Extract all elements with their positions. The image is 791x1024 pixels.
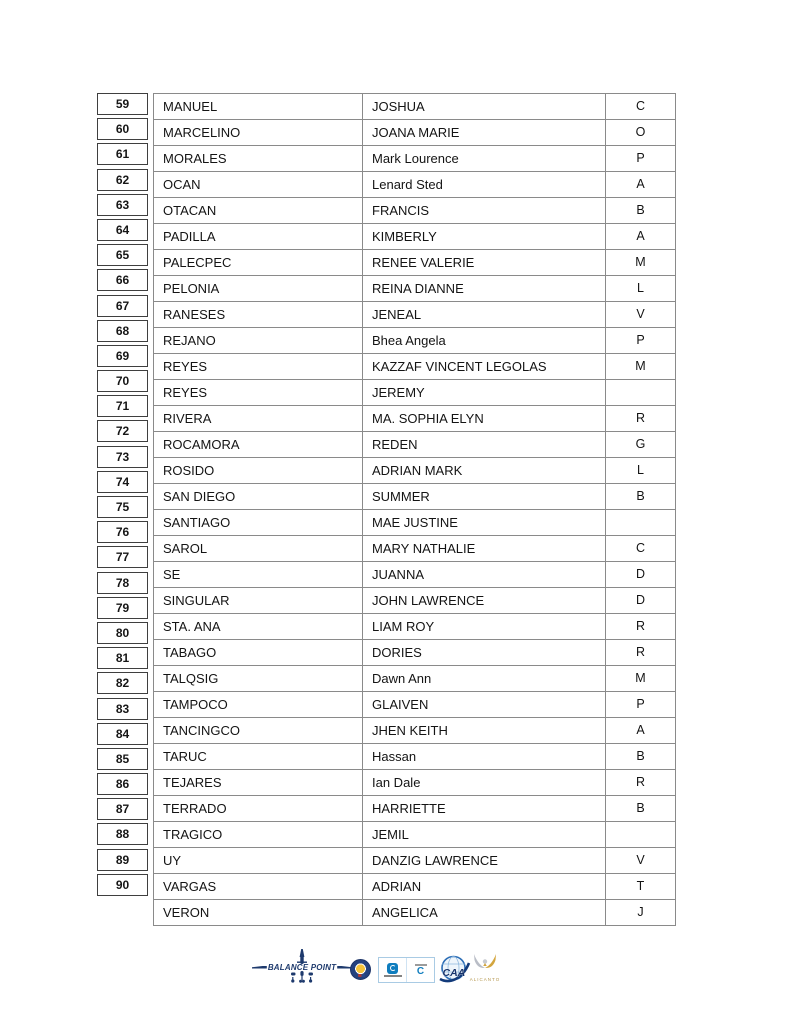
row-number-cell: 84 [97, 723, 148, 745]
last-name-cell: TERRADO [154, 796, 363, 822]
row-number-cell: 85 [97, 748, 148, 770]
last-name-cell: SINGULAR [154, 588, 363, 614]
row-number-column [97, 93, 148, 896]
row-number-cell: 59 [97, 93, 148, 115]
first-name-cell: LIAM ROY [363, 614, 606, 640]
first-name-cell: JEMIL [363, 822, 606, 848]
iso-mark-icon [406, 958, 434, 982]
last-name-cell: VARGAS [154, 874, 363, 900]
last-name-cell: MORALES [154, 146, 363, 172]
cert-small-text [384, 975, 402, 978]
row-number-cell: 68 [97, 320, 148, 342]
first-name-cell: ADRIAN [363, 874, 606, 900]
row-number-cell: 67 [97, 295, 148, 317]
middle-initial-cell: G [606, 432, 676, 458]
last-name-cell: ROCAMORA [154, 432, 363, 458]
row-number-cell: 69 [97, 345, 148, 367]
table-row [154, 692, 676, 718]
middle-initial-cell [606, 380, 676, 406]
last-name-cell: MARCELINO [154, 120, 363, 146]
last-name-cell: STA. ANA [154, 614, 363, 640]
first-name-cell: JOHN LAWRENCE [363, 588, 606, 614]
middle-initial-cell: V [606, 848, 676, 874]
alicanto-bird-icon [470, 953, 500, 977]
middle-initial-cell [606, 510, 676, 536]
airplane-landing-gear-icon [282, 971, 322, 983]
row-number-cell: 86 [97, 773, 148, 795]
last-name-cell: RIVERA [154, 406, 363, 432]
middle-initial-cell: A [606, 172, 676, 198]
first-name-cell: Lenard Sted [363, 172, 606, 198]
middle-initial-cell: A [606, 718, 676, 744]
last-name-cell: PALECPEC [154, 250, 363, 276]
last-name-cell: MANUEL [154, 94, 363, 120]
row-number-cell: 72 [97, 420, 148, 442]
cert-c-glyph: C [416, 966, 425, 977]
first-name-cell: Mark Lourence [363, 146, 606, 172]
row-number-cell: 64 [97, 219, 148, 241]
table-row [154, 198, 676, 224]
middle-initial-cell: R [606, 614, 676, 640]
table-row [154, 822, 676, 848]
last-name-cell: SE [154, 562, 363, 588]
first-name-cell: GLAIVEN [363, 692, 606, 718]
table-row [154, 354, 676, 380]
row-number-cell: 75 [97, 496, 148, 518]
first-name-cell: REINA DIANNE [363, 276, 606, 302]
row-number-cell: 77 [97, 546, 148, 568]
table-row [154, 224, 676, 250]
caa-label: CAA [442, 967, 466, 979]
socotec-mark-icon [379, 958, 406, 982]
first-name-cell: JUANNA [363, 562, 606, 588]
row-number-cell: 70 [97, 370, 148, 392]
table-row [154, 536, 676, 562]
first-name-cell: Dawn Ann [363, 666, 606, 692]
footer-logos [0, 946, 791, 998]
table-row [154, 900, 676, 926]
table-row [154, 640, 676, 666]
row-number-cell: 80 [97, 622, 148, 644]
table-row [154, 432, 676, 458]
first-name-cell: KIMBERLY [363, 224, 606, 250]
row-number-cell: 82 [97, 672, 148, 694]
row-number-cell: 62 [97, 169, 148, 191]
philippine-seal-logo [350, 959, 371, 980]
first-name-cell: DORIES [363, 640, 606, 666]
first-name-cell: Ian Dale [363, 770, 606, 796]
row-number-cell: 89 [97, 849, 148, 871]
last-name-cell: TAMPOCO [154, 692, 363, 718]
table-row [154, 328, 676, 354]
last-name-cell: TALQSIG [154, 666, 363, 692]
table-row [154, 848, 676, 874]
last-name-cell: REYES [154, 354, 363, 380]
last-name-cell: TABAGO [154, 640, 363, 666]
roster-table [153, 93, 676, 926]
middle-initial-cell: R [606, 770, 676, 796]
row-number-cell: 61 [97, 143, 148, 165]
first-name-cell: RENEE VALERIE [363, 250, 606, 276]
table-row [154, 588, 676, 614]
table-row [154, 796, 676, 822]
table-row [154, 94, 676, 120]
airplane-left-wing-icon [252, 966, 267, 969]
middle-initial-cell: O [606, 120, 676, 146]
last-name-cell: UY [154, 848, 363, 874]
table-row [154, 302, 676, 328]
alicanto-bird-logo [467, 953, 503, 991]
row-number-cell: 90 [97, 874, 148, 896]
last-name-cell: TRAGICO [154, 822, 363, 848]
table-row [154, 666, 676, 692]
middle-initial-cell: M [606, 354, 676, 380]
row-number-cell: 87 [97, 798, 148, 820]
balance-point-airplane-logo [261, 949, 343, 991]
last-name-cell: VERON [154, 900, 363, 926]
first-name-cell: SUMMER [363, 484, 606, 510]
first-name-cell: FRANCIS [363, 198, 606, 224]
table-row [154, 250, 676, 276]
row-number-cell: 74 [97, 471, 148, 493]
middle-initial-cell: B [606, 744, 676, 770]
middle-initial-cell: P [606, 328, 676, 354]
last-name-cell: SAROL [154, 536, 363, 562]
last-name-cell: TARUC [154, 744, 363, 770]
table-row [154, 874, 676, 900]
last-name-cell: TANCINGCO [154, 718, 363, 744]
row-number-cell: 78 [97, 572, 148, 594]
table-row [154, 744, 676, 770]
first-name-cell: Bhea Angela [363, 328, 606, 354]
last-name-cell: PELONIA [154, 276, 363, 302]
first-name-cell: MA. SOPHIA ELYN [363, 406, 606, 432]
middle-initial-cell: R [606, 640, 676, 666]
last-name-cell: SANTIAGO [154, 510, 363, 536]
first-name-cell: ADRIAN MARK [363, 458, 606, 484]
first-name-cell: Hassan [363, 744, 606, 770]
first-name-cell: MARY NATHALIE [363, 536, 606, 562]
first-name-cell: JOSHUA [363, 94, 606, 120]
first-name-cell: REDEN [363, 432, 606, 458]
table-row [154, 172, 676, 198]
row-number-cell: 76 [97, 521, 148, 543]
row-number-cell: 73 [97, 446, 148, 468]
balance-point-label: BALANCE POINT [267, 962, 337, 972]
middle-initial-cell: L [606, 458, 676, 484]
last-name-cell: TEJARES [154, 770, 363, 796]
table-row [154, 380, 676, 406]
alicanto-label: ALICANTO [469, 977, 501, 982]
table-row [154, 484, 676, 510]
middle-initial-cell: R [606, 406, 676, 432]
first-name-cell: ANGELICA [363, 900, 606, 926]
middle-initial-cell: V [606, 302, 676, 328]
row-number-cell: 63 [97, 194, 148, 216]
cert-small-text [415, 964, 427, 966]
middle-initial-cell: B [606, 198, 676, 224]
table-row [154, 718, 676, 744]
middle-initial-cell: M [606, 250, 676, 276]
middle-initial-cell: J [606, 900, 676, 926]
middle-initial-cell: B [606, 796, 676, 822]
middle-initial-cell [606, 822, 676, 848]
middle-initial-cell: P [606, 146, 676, 172]
last-name-cell: RANESES [154, 302, 363, 328]
row-number-cell: 60 [97, 118, 148, 140]
first-name-cell: JENEAL [363, 302, 606, 328]
first-name-cell: DANZIG LAWRENCE [363, 848, 606, 874]
row-number-cell: 65 [97, 244, 148, 266]
row-number-cell: 66 [97, 269, 148, 291]
last-name-cell: PADILLA [154, 224, 363, 250]
row-number-cell: 79 [97, 597, 148, 619]
last-name-cell: OCAN [154, 172, 363, 198]
table-row [154, 770, 676, 796]
accreditation-icon [387, 963, 398, 974]
first-name-cell: KAZZAF VINCENT LEGOLAS [363, 354, 606, 380]
middle-initial-cell: L [606, 276, 676, 302]
table-row [154, 614, 676, 640]
table-row [154, 276, 676, 302]
first-name-cell: MAE JUSTINE [363, 510, 606, 536]
roster-table-body [154, 94, 676, 926]
first-name-cell: HARRIETTE [363, 796, 606, 822]
middle-initial-cell: M [606, 666, 676, 692]
table-row [154, 406, 676, 432]
last-name-cell: REYES [154, 380, 363, 406]
table-row [154, 120, 676, 146]
middle-initial-cell: T [606, 874, 676, 900]
last-name-cell: SAN DIEGO [154, 484, 363, 510]
middle-initial-cell: C [606, 94, 676, 120]
table-row [154, 458, 676, 484]
first-name-cell: JHEN KEITH [363, 718, 606, 744]
first-name-cell: JOANA MARIE [363, 120, 606, 146]
first-name-cell: JEREMY [363, 380, 606, 406]
last-name-cell: REJANO [154, 328, 363, 354]
row-number-cell: 83 [97, 698, 148, 720]
row-number-cell: 71 [97, 395, 148, 417]
table-row [154, 146, 676, 172]
middle-initial-cell: B [606, 484, 676, 510]
last-name-cell: OTACAN [154, 198, 363, 224]
row-number-cell: 81 [97, 647, 148, 669]
row-number-cell: 88 [97, 823, 148, 845]
middle-initial-cell: D [606, 588, 676, 614]
middle-initial-cell: C [606, 536, 676, 562]
certification-badge [378, 957, 435, 983]
middle-initial-cell: P [606, 692, 676, 718]
table-row [154, 562, 676, 588]
last-name-cell: ROSIDO [154, 458, 363, 484]
middle-initial-cell: A [606, 224, 676, 250]
table-row [154, 510, 676, 536]
middle-initial-cell: D [606, 562, 676, 588]
